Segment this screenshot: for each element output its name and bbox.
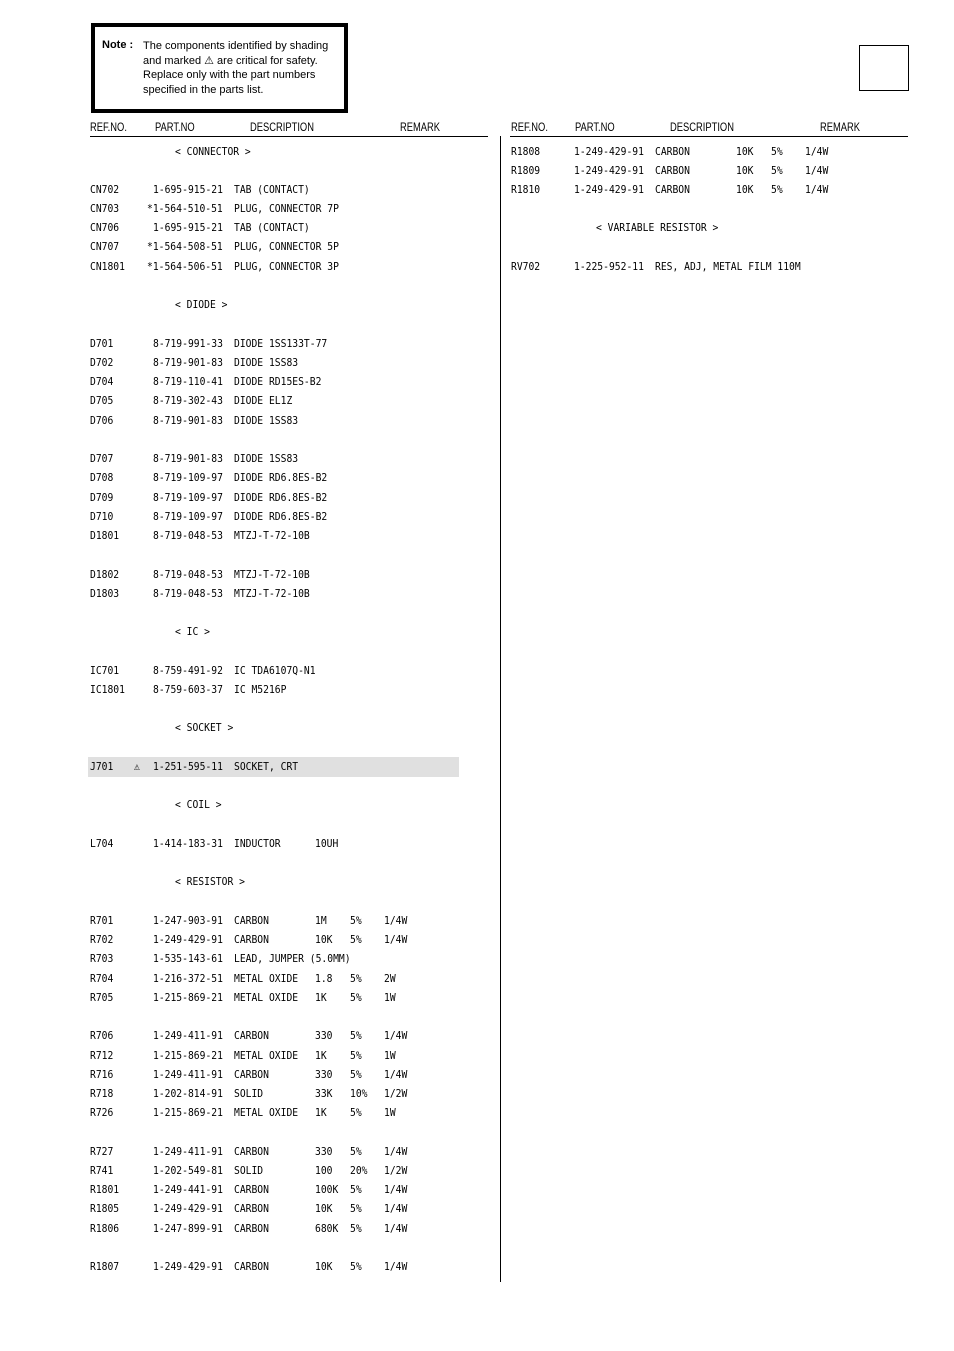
cell-desc: PLUG, CONNECTOR 5P [233, 240, 339, 253]
parts-row [90, 337, 460, 351]
header-remark-right: REMARK [820, 120, 861, 134]
cell-desc: METAL OXIDE [233, 972, 299, 985]
cell-desc: METAL OXIDE [233, 1106, 299, 1119]
cell-part: 1-251-595-11 [152, 760, 223, 773]
cell-desc: DIODE 1SS83 [233, 452, 299, 465]
cell-desc: DIODE 1SS83 [233, 414, 299, 427]
cell-ref: L704 [90, 837, 114, 850]
cell-part: 1-249-429-91 [152, 1202, 223, 1215]
section-heading: < COIL > [175, 798, 222, 811]
cell-part: 8-719-901-83 [152, 414, 223, 427]
cell-pw: 1/4W [383, 1222, 408, 1235]
cell-val: 10K [314, 1202, 333, 1215]
header-ref-left: REF.NO. [90, 120, 127, 134]
cell-part: 8-719-901-83 [152, 356, 223, 369]
cell-pw: 1W [383, 991, 396, 1004]
parts-row [90, 972, 460, 986]
parts-row [90, 510, 460, 524]
header-rule-left [90, 136, 488, 137]
cell-ref: D1801 [90, 529, 120, 542]
parts-row [90, 452, 460, 466]
parts-row [90, 471, 460, 485]
cell-desc: DIODE 1SS133T-77 [233, 337, 328, 350]
parts-row [90, 760, 460, 774]
cell-desc: IC M5216P [233, 683, 287, 696]
parts-row [90, 1145, 460, 1159]
cell-desc: INDUCTOR [233, 837, 281, 850]
cell-desc: MTZJ-T-72-10B [233, 529, 310, 542]
safety-note-box [91, 23, 348, 113]
cell-desc: CARBON [233, 1183, 269, 1196]
parts-row [90, 664, 460, 678]
cell-tol: 5% [349, 1260, 362, 1273]
cell-part: 1-215-869-21 [152, 1106, 223, 1119]
cell-ref: IC1801 [90, 683, 125, 696]
cell-val: 1M [314, 914, 327, 927]
cell-part: 8-719-048-53 [152, 587, 223, 600]
cell-ref: R1809 [511, 164, 541, 177]
cell-part: 8-719-048-53 [152, 568, 223, 581]
cell-ref: R1801 [90, 1183, 120, 1196]
cell-pw: 1/2W [383, 1164, 408, 1177]
cell-desc: DIODE RD6.8ES-B2 [233, 491, 328, 504]
cell-ref: CN707 [90, 240, 120, 253]
cell-ref: CN706 [90, 221, 120, 234]
cell-part: 1-414-183-31 [152, 837, 223, 850]
cell-part: 8-759-491-92 [152, 664, 223, 677]
cell-desc: CARBON [654, 145, 690, 158]
cell-part: 1-695-915-21 [152, 221, 223, 234]
parts-row [90, 202, 460, 216]
cell-val: 10K [735, 183, 754, 196]
parts-row [90, 1106, 460, 1120]
cell-part: *1-564-508-51 [146, 240, 223, 253]
cell-val: 10K [735, 145, 754, 158]
parts-row [511, 260, 881, 274]
parts-row [90, 1183, 460, 1197]
cell-ref: R702 [90, 933, 114, 946]
cell-desc: DIODE RD6.8ES-B2 [233, 471, 328, 484]
cell-tol: 5% [349, 1145, 362, 1158]
cell-desc: RES, ADJ, METAL FILM 110M [654, 260, 801, 273]
cell-ref: R726 [90, 1106, 114, 1119]
cell-val: 1K [314, 991, 327, 1004]
parts-row [90, 1049, 460, 1063]
cell-ref: RV702 [511, 260, 541, 273]
parts-row [90, 221, 460, 235]
cell-desc: PLUG, CONNECTOR 3P [233, 260, 339, 273]
parts-row [90, 837, 460, 851]
parts-row [90, 1029, 460, 1043]
section-heading: < DIODE > [175, 298, 228, 311]
parts-row [90, 260, 460, 274]
cell-desc: CARBON [654, 183, 690, 196]
cell-pw: 1/4W [804, 183, 829, 196]
cell-desc: TAB (CONTACT) [233, 221, 310, 234]
cell-ref: R1807 [90, 1260, 120, 1273]
cell-desc: CARBON [233, 1029, 269, 1042]
parts-row [90, 683, 460, 697]
cell-ref: R704 [90, 972, 114, 985]
cell-desc: DIODE RD15ES-B2 [233, 375, 322, 388]
parts-row [90, 414, 460, 428]
cell-pw: 1/4W [383, 1260, 408, 1273]
cell-ref: R1805 [90, 1202, 120, 1215]
cell-ref: D707 [90, 452, 114, 465]
cell-part: 1-249-429-91 [152, 1260, 223, 1273]
cell-ref: D701 [90, 337, 114, 350]
cell-part: 1-202-814-91 [152, 1087, 223, 1100]
parts-row [511, 145, 881, 159]
cell-ref: D710 [90, 510, 114, 523]
cell-tol: 5% [349, 1106, 362, 1119]
cell-pw: 1/4W [383, 933, 408, 946]
cell-desc: CARBON [233, 933, 269, 946]
cell-val: 33K [314, 1087, 333, 1100]
cell-tol: 5% [349, 1049, 362, 1062]
cell-tol: 5% [770, 164, 783, 177]
cell-pw: 1/4W [804, 145, 829, 158]
cell-part: 8-719-048-53 [152, 529, 223, 542]
parts-row [90, 568, 460, 582]
cell-part: 1-247-899-91 [152, 1222, 223, 1235]
cell-part: 1-249-429-91 [573, 145, 644, 158]
cell-tol: 5% [349, 991, 362, 1004]
cell-ref: D708 [90, 471, 114, 484]
cell-part: 1-695-915-21 [152, 183, 223, 196]
cell-val: 100 [314, 1164, 333, 1177]
cell-part: 1-249-429-91 [573, 183, 644, 196]
page-number-box [859, 45, 909, 91]
cell-tol: 5% [349, 1183, 362, 1196]
cell-desc: METAL OXIDE [233, 991, 299, 1004]
cell-part: 1-225-952-11 [573, 260, 644, 273]
cell-ref: R741 [90, 1164, 114, 1177]
header-remark-left: REMARK [400, 120, 441, 134]
cell-part: *1-564-506-51 [146, 260, 223, 273]
cell-ref: R706 [90, 1029, 114, 1042]
cell-part: 1-216-372-51 [152, 972, 223, 985]
cell-desc: DIODE RD6.8ES-B2 [233, 510, 328, 523]
cell-tol: 5% [770, 183, 783, 196]
section-heading: < VARIABLE RESISTOR > [596, 221, 719, 234]
cell-desc: MTZJ-T-72-10B [233, 587, 310, 600]
cell-ref: D706 [90, 414, 114, 427]
cell-desc: CARBON [233, 1068, 269, 1081]
cell-tol: 10% [349, 1087, 368, 1100]
cell-part: 8-719-109-97 [152, 510, 223, 523]
cell-tol: 5% [349, 1222, 362, 1235]
header-part-left: PART.NO [155, 120, 195, 134]
header-part-right: PART.NO [575, 120, 615, 134]
cell-ref: D1802 [90, 568, 120, 581]
cell-desc: TAB (CONTACT) [233, 183, 310, 196]
cell-part: 8-719-110-41 [152, 375, 223, 388]
cell-ref: R1810 [511, 183, 541, 196]
cell-tol: 5% [349, 972, 362, 985]
cell-val: 1K [314, 1106, 327, 1119]
column-divider [500, 136, 501, 1282]
header-rule-right [510, 136, 908, 137]
cell-ref: IC701 [90, 664, 120, 677]
cell-ref: R1808 [511, 145, 541, 158]
cell-pw: 1/2W [383, 1087, 408, 1100]
cell-val: 330 [314, 1145, 333, 1158]
parts-row [90, 240, 460, 254]
parts-row [90, 491, 460, 505]
parts-row [90, 183, 460, 197]
cell-desc: CARBON [233, 1222, 269, 1235]
cell-pw: 1/4W [383, 1029, 408, 1042]
cell-desc: CARBON [233, 1202, 269, 1215]
cell-pw: 1W [383, 1049, 396, 1062]
cell-val: 1.8 [314, 972, 333, 985]
cell-ref: R701 [90, 914, 114, 927]
cell-desc: DIODE 1SS83 [233, 356, 299, 369]
cell-desc: CARBON [233, 1260, 269, 1273]
cell-part: 1-249-411-91 [152, 1029, 223, 1042]
cell-part: 8-719-991-33 [152, 337, 223, 350]
section-heading: < SOCKET > [175, 721, 234, 734]
cell-ref: CN702 [90, 183, 120, 196]
cell-part: 1-247-903-91 [152, 914, 223, 927]
header-desc-right: DESCRIPTION [670, 120, 734, 134]
parts-row [90, 529, 460, 543]
section-heading: < IC > [175, 625, 210, 638]
note-label: Note : [102, 39, 134, 51]
parts-row [90, 1260, 460, 1274]
cell-ref: J701 [90, 760, 114, 773]
cell-pw: 1W [383, 1106, 396, 1119]
cell-val: 100K [314, 1183, 339, 1196]
cell-pw: 2W [383, 972, 396, 985]
cell-ref: R703 [90, 952, 114, 965]
cell-pw: 1/4W [383, 1202, 408, 1215]
cell-part: 1-249-429-91 [573, 164, 644, 177]
parts-row [90, 1202, 460, 1216]
cell-val: 10UH [314, 837, 339, 850]
cell-desc: CARBON [654, 164, 690, 177]
cell-part: 1-249-411-91 [152, 1145, 223, 1158]
cell-val: 680K [314, 1222, 339, 1235]
parts-row [90, 991, 460, 1005]
cell-ref: D709 [90, 491, 114, 504]
section-heading: < CONNECTOR > [175, 145, 251, 158]
parts-row [90, 1087, 460, 1101]
parts-row [90, 914, 460, 928]
cell-desc: CARBON [233, 1145, 269, 1158]
cell-part: 1-249-429-91 [152, 933, 223, 946]
cell-part: *1-564-510-51 [146, 202, 223, 215]
cell-val: 10K [735, 164, 754, 177]
cell-pw: 1/4W [383, 1183, 408, 1196]
cell-desc: DIODE EL1Z [233, 394, 293, 407]
cell-desc: LEAD, JUMPER (5.0MM) [233, 952, 351, 965]
cell-desc: MTZJ-T-72-10B [233, 568, 310, 581]
cell-ref: R712 [90, 1049, 114, 1062]
cell-ref: D704 [90, 375, 114, 388]
cell-ref: R727 [90, 1145, 114, 1158]
parts-row [90, 952, 460, 966]
warning-icon: ⚠ [134, 760, 140, 773]
cell-val: 10K [314, 1260, 333, 1273]
parts-row [511, 183, 881, 197]
cell-ref: R705 [90, 991, 114, 1004]
cell-part: 1-215-869-21 [152, 1049, 223, 1062]
section-heading: < RESISTOR > [175, 875, 245, 888]
cell-tol: 5% [770, 145, 783, 158]
cell-val: 330 [314, 1029, 333, 1042]
cell-pw: 1/4W [383, 914, 408, 927]
cell-tol: 5% [349, 1202, 362, 1215]
cell-tol: 20% [349, 1164, 368, 1177]
cell-val: 1K [314, 1049, 327, 1062]
cell-part: 1-249-411-91 [152, 1068, 223, 1081]
cell-ref: R718 [90, 1087, 114, 1100]
cell-ref: CN703 [90, 202, 120, 215]
cell-tol: 5% [349, 1068, 362, 1081]
cell-ref: R716 [90, 1068, 114, 1081]
parts-row [90, 1164, 460, 1178]
cell-pw: 1/4W [804, 164, 829, 177]
parts-row [90, 1222, 460, 1236]
parts-row [511, 164, 881, 178]
cell-ref: D705 [90, 394, 114, 407]
parts-row [90, 1068, 460, 1082]
cell-part: 8-759-603-37 [152, 683, 223, 696]
cell-part: 1-249-441-91 [152, 1183, 223, 1196]
cell-part: 8-719-109-97 [152, 491, 223, 504]
cell-ref: D1803 [90, 587, 120, 600]
parts-row [90, 394, 460, 408]
cell-part: 8-719-901-83 [152, 452, 223, 465]
cell-pw: 1/4W [383, 1068, 408, 1081]
parts-row [90, 375, 460, 389]
cell-val: 10K [314, 933, 333, 946]
cell-val: 330 [314, 1068, 333, 1081]
cell-desc: SOCKET, CRT [233, 760, 299, 773]
parts-row [90, 587, 460, 601]
cell-desc: IC TDA6107Q-N1 [233, 664, 316, 677]
cell-part: 1-215-869-21 [152, 991, 223, 1004]
cell-ref: D702 [90, 356, 114, 369]
cell-desc: SOLID [233, 1087, 264, 1100]
cell-ref: CN1801 [90, 260, 125, 273]
cell-desc: SOLID [233, 1164, 264, 1177]
cell-part: 8-719-302-43 [152, 394, 223, 407]
header-ref-right: REF.NO. [511, 120, 548, 134]
cell-ref: R1806 [90, 1222, 120, 1235]
cell-part: 8-719-109-97 [152, 471, 223, 484]
cell-part: 1-202-549-81 [152, 1164, 223, 1177]
cell-desc: CARBON [233, 914, 269, 927]
cell-pw: 1/4W [383, 1145, 408, 1158]
cell-tol: 5% [349, 914, 362, 927]
note-text: The components identified by shading and marked ⚠ are critical for safety. Replace only with the part numbers specified in the parts list. [143, 40, 329, 96]
parts-row [90, 356, 460, 370]
parts-row [90, 933, 460, 947]
cell-tol: 5% [349, 1029, 362, 1042]
cell-desc: METAL OXIDE [233, 1049, 299, 1062]
cell-desc: PLUG, CONNECTOR 7P [233, 202, 339, 215]
header-desc-left: DESCRIPTION [250, 120, 314, 134]
cell-part: 1-535-143-61 [152, 952, 223, 965]
cell-tol: 5% [349, 933, 362, 946]
